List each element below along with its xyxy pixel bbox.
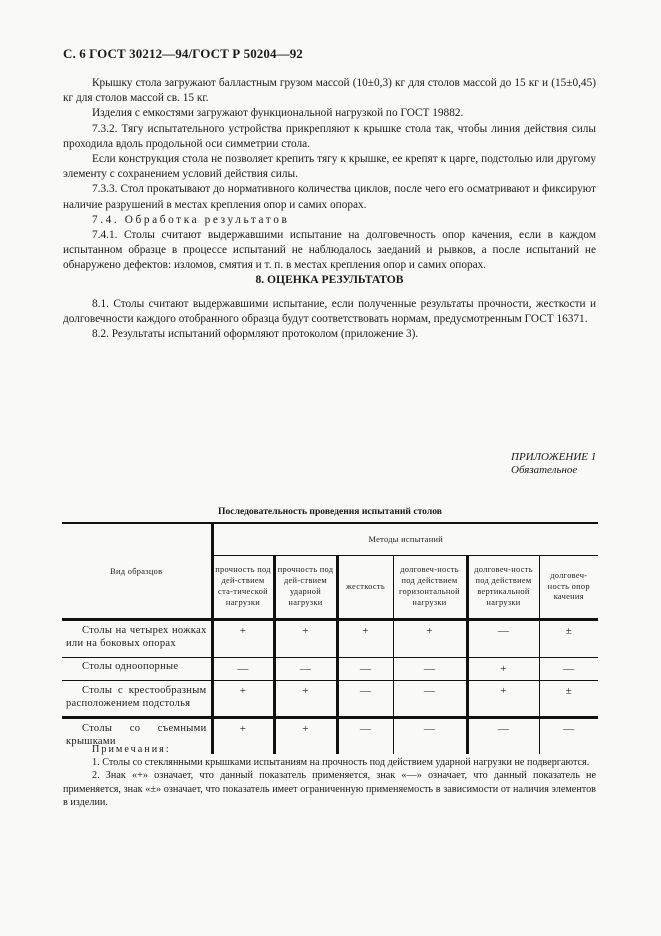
column-header: жесткость <box>337 556 393 620</box>
cell: + <box>393 620 467 658</box>
cell: + <box>212 681 274 718</box>
cell: + <box>467 658 539 681</box>
cell: + <box>337 620 393 658</box>
cell: + <box>274 681 337 718</box>
cell: + <box>274 718 337 755</box>
cell: + <box>274 620 337 658</box>
row-label: Столы с крестообразным расположением подстолья <box>62 681 212 718</box>
cell: — <box>274 658 337 681</box>
group-header: Методы испытаний <box>212 523 598 556</box>
table-title: Последовательность проведения испытаний столов <box>218 506 442 517</box>
row-label: Столы со съемными крышками <box>62 718 212 755</box>
section-8-title: 8. ОЦЕНКА РЕЗУЛЬТАТОВ <box>255 273 404 286</box>
section-8-text <box>63 297 596 343</box>
table-row <box>62 681 598 718</box>
cell: — <box>393 681 467 718</box>
notes-title: Примечания: <box>92 744 171 755</box>
appendix-label: ПРИЛОЖЕНИЕ 1 <box>511 451 597 463</box>
paragraph: Если конструкция стола не позволяет крепить тягу к крышке, ее крепят к царге, подстолью или другому элементу с сохранением условий действия силы. <box>63 153 596 181</box>
cell: + <box>212 620 274 658</box>
note-item: 1. Столы со стеклянными крышками испытаниям на прочность под действием ударной нагрузки не подвергаются. <box>92 757 590 769</box>
cell: ± <box>539 620 598 658</box>
column-header: долговеч-ность опор качения <box>539 556 598 620</box>
paragraph: 7.4.1. Столы считают выдержавшими испытание на долговечность опор качения, если в каждом испытанном образце в процессе испытаний не наблюдалось заеданий и рывков, а после испытаний не обнаружено дефектов: изломов, смятия и т. п. в местах крепления опор и самих опорах. <box>63 229 596 272</box>
cell: — <box>563 723 575 735</box>
table-row <box>62 658 598 681</box>
paragraph: 8.2. Результаты испытаний оформляют протоколом (приложение 3). <box>92 328 419 341</box>
row-label: Столы одноопорные <box>62 658 212 681</box>
paragraph: 8.1. Столы считают выдержавшими испытание, если полученные результаты прочности, жесткости и долговечности каждого отобранного образца будут соответствовать нормам, предусмотренным ГОСТ 16371. <box>63 298 596 326</box>
section-7-text <box>63 76 596 274</box>
cell: — <box>467 620 539 658</box>
notes-block <box>63 743 596 809</box>
cell: — <box>393 718 467 755</box>
column-header: прочность под дей-ствием ударной нагрузки <box>274 556 337 620</box>
appendix-status: Обязательное <box>511 464 578 476</box>
cell: — <box>337 718 393 755</box>
cell: — <box>337 681 393 718</box>
paragraph: Крышку стола загружают балластным грузом массой (10±0,3) кг для столов массой до 15 кг и (15±0,45) кг для столов массой св. 15 кг. <box>63 77 596 105</box>
cell: — <box>539 658 598 681</box>
cell: — <box>467 718 539 755</box>
subsection-heading: 7.4. Обработка результатов <box>92 213 290 226</box>
table-row <box>62 620 598 658</box>
column-header: долговеч-ность под действием горизонтальной нагрузки <box>393 556 467 620</box>
cell: — <box>337 658 393 681</box>
paragraph: Изделия с емкостями загружают функциональной нагрузкой по ГОСТ 19882. <box>92 107 464 120</box>
cell: ± <box>539 681 598 718</box>
page-header: С. 6 ГОСТ 30212—94/ГОСТ Р 50204—92 <box>63 46 303 61</box>
row-label: Столы на четырех ножках или на боковых опорах <box>62 620 212 658</box>
cell: + <box>212 718 274 755</box>
cell: — <box>212 658 274 681</box>
test-sequence-table <box>62 522 598 754</box>
appendix-label-block <box>511 451 596 477</box>
cell: + <box>467 681 539 718</box>
note-item: 2. Знак «+» означает, что данный показатель применяется, знак «—» означает, что данный показатель не применяется, знак «±» означает, что показатель имеет ограниченную применяемость в зависимости от наличия элементов в изделии. <box>63 770 596 808</box>
row-header: Вид образцов <box>62 523 212 620</box>
paragraph: 7.3.3. Стол прокатывают до нормативного количества циклов, после чего его осматривают и фиксируют наличие разрушений в местах крепления опор и самих опорах. <box>63 183 596 211</box>
column-header: долговеч-ность под действием вертикальной нагрузки <box>467 556 539 620</box>
column-header: прочность под дей-ствием ста-тической нагрузки <box>212 556 274 620</box>
cell: — <box>393 658 467 681</box>
paragraph: 7.3.2. Тягу испытательного устройства прикрепляют к крышке стола так, чтобы линия действия силы проходила вдоль продольной оси симметрии стола. <box>63 122 596 150</box>
